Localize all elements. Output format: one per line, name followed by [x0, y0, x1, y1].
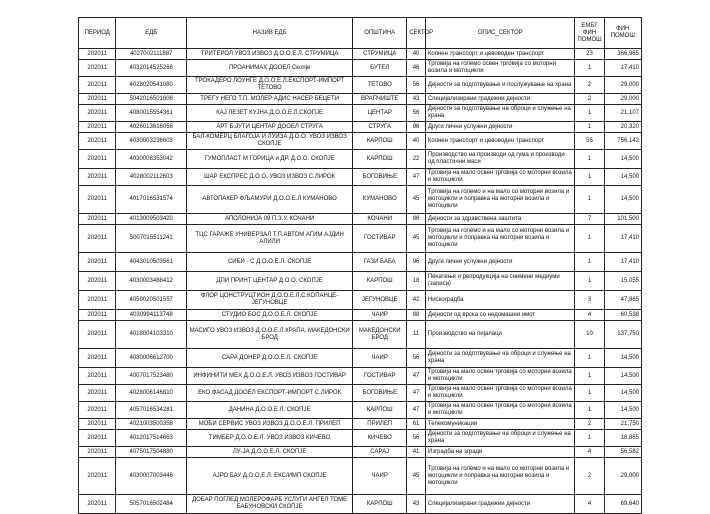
table-cell: Производство на пијалаци: [425, 321, 575, 349]
table-row: [79, 430, 642, 447]
table-cell: 202011: [79, 321, 116, 349]
table-cell: ТИМБЕР Д.О.О.Е.Л. УВОЗ ИЗВОЗ КИЧЕВО: [187, 430, 353, 447]
table-cell: ЈЕГУНОВЦЕ: [353, 291, 407, 310]
table-cell: 56: [407, 430, 426, 447]
table-cell: КАРПОШ: [353, 133, 407, 150]
table-cell: Трговија на мало освен трговија со моторни возила и мотоцикли: [425, 169, 575, 186]
table-row: [79, 272, 642, 291]
table-cell: 88: [407, 310, 426, 321]
table-cell: ГОСТИВАР: [353, 225, 407, 253]
table-cell: Копнен транспорт и цевоводен транспорт: [425, 133, 575, 150]
table-row: [79, 214, 642, 225]
table-cell: 202011: [79, 291, 116, 310]
table-cell: 4028002112603: [116, 169, 187, 186]
header-support-amount: ФИН ПОМОШ: [604, 18, 641, 49]
table-cell: КАРПОШ: [353, 272, 407, 291]
table-cell: 14,500: [604, 385, 641, 402]
table-cell: 137,750: [604, 321, 641, 349]
header-municipality: ОПШТИНА: [353, 18, 407, 49]
table-cell: Други лични услужни дејности: [425, 253, 575, 272]
table-cell: 202011: [79, 310, 116, 321]
table-cell: 43: [407, 94, 426, 105]
table-cell: ДОБАР ПОГЛЕД МОЛЕРОФАРБ УСЛУГИ АНГЕЛ ТОМЕ БАБУНОВСКИ СКОПЈЕ: [187, 495, 353, 514]
table-cell: Трговија на големо и на мало со моторни возила и мотоцикли и поправка на моторни возила и мотоцикли: [425, 225, 575, 253]
table-cell: 4: [575, 495, 604, 514]
table-cell: 202011: [79, 447, 116, 458]
table-cell: 101,500: [604, 214, 641, 225]
table-cell: ТРЕГУ НЕГО Т.П. МОЛЕР АДИС НАСЕР БЕЦЕТИ: [187, 94, 353, 105]
table-cell: 17,410: [604, 60, 641, 77]
table-cell: 1: [575, 122, 604, 133]
table-row: [79, 94, 642, 105]
table-cell: Дејности од врска со недомашни имот: [425, 310, 575, 321]
table-cell: 47: [407, 402, 426, 419]
table-cell: 1: [575, 272, 604, 291]
table-cell: 202011: [79, 419, 116, 430]
table-cell: 1: [575, 430, 604, 447]
table-cell: Дејности за подготвување на оброци и служење на храна: [425, 349, 575, 368]
table-cell: Изградба на згради: [425, 447, 575, 458]
table-cell: 29,000: [604, 77, 641, 94]
table-cell: 202011: [79, 430, 116, 447]
table-cell: 4021003500358: [116, 419, 187, 430]
document-sheet: [78, 17, 642, 514]
table-cell: САРАЈ: [353, 447, 407, 458]
table-row: [79, 349, 642, 368]
table-cell: 4: [575, 447, 604, 458]
table-cell: КУМАНОВО: [353, 186, 407, 214]
table-cell: ИНФИНИТИ МЕХ Д.О.О.Е.Л. УВОЗ ИЗВОЗ ГОСТИВАР: [187, 368, 353, 385]
table-cell: 1: [575, 368, 604, 385]
table-cell: БУТЕЛ: [353, 60, 407, 77]
table-cell: 22: [407, 150, 426, 169]
table-cell: 4059020501557: [116, 291, 187, 310]
table-cell: 40: [407, 49, 426, 60]
table-cell: 4080015554361: [116, 105, 187, 122]
table-cell: 47: [407, 169, 426, 186]
table-cell: Трговија на мало освен трговија со моторни возила и мотоцикли: [425, 402, 575, 419]
table-cell: ЧАИР: [353, 349, 407, 368]
table-cell: 86: [407, 214, 426, 225]
table-cell: 14,500: [604, 186, 641, 214]
table-cell: 14,500: [604, 169, 641, 186]
table-cell: ТЕТОВО: [353, 77, 407, 94]
table-cell: ДАНИНА Д.О.О.Е.Л. СКОПЈЕ: [187, 402, 353, 419]
table-cell: 5007015511241: [116, 225, 187, 253]
table-cell: ПРИЛЕП: [353, 419, 407, 430]
table-cell: ГОСТИВАР: [353, 368, 407, 385]
table-cell: КАРПОШ: [353, 402, 407, 419]
table-cell: 61: [407, 419, 426, 430]
table-cell: 2: [575, 419, 604, 430]
table-row: [79, 77, 642, 94]
table-cell: 1: [575, 225, 604, 253]
table-cell: 2: [575, 458, 604, 495]
table-cell: 96: [407, 253, 426, 272]
table-row: [79, 225, 642, 253]
table-cell: КОЧАНИ: [353, 214, 407, 225]
table-cell: 10: [575, 321, 604, 349]
table-cell: СИБИ - С Д.О.О.Е.Л. СКОПЈЕ: [187, 253, 353, 272]
table-cell: 4018004103310: [116, 321, 187, 349]
table-cell: БАЛ-КОМЕРЦ БЛАГОЈА И ЛУИЗА Д.О.О. УВОЗ ИЗВОЗ СКОПЈЕ: [187, 133, 353, 150]
table-cell: Телекомуникации: [425, 419, 575, 430]
table-cell: 11: [407, 321, 426, 349]
table-cell: 202011: [79, 225, 116, 253]
table-cell: Други лични услужни дејности: [425, 122, 575, 133]
table-cell: Дејности за здравствена заштита: [425, 214, 575, 225]
table-cell: ЦЕНТАР: [353, 105, 407, 122]
table-cell: ДПИ ПРИНТ ЦЕНТАР Д.О.О. СКОПЈЕ: [187, 272, 353, 291]
table-cell: МАСИГО УВОЗ ИЗВОЗ Д.О.О.Е.Л.КРАПА, МАКЕДОНСКИ БРОД: [187, 321, 353, 349]
table-cell: 202011: [79, 385, 116, 402]
table-row: [79, 133, 642, 150]
table-cell: БОГОВИЊЕ: [353, 169, 407, 186]
table-row: [79, 122, 642, 133]
table-cell: 4017016531574: [116, 186, 187, 214]
table-cell: КАРПОШ: [353, 150, 407, 169]
table-cell: 1: [575, 349, 604, 368]
table-cell: 1: [575, 150, 604, 169]
table-cell: 21,107: [604, 105, 641, 122]
table-cell: ТЦС ГАРАЖЕ УНИВЕРЗАЛ Т.П.АВТОМ АГИМ АЈДИН АЛИЛИ: [187, 225, 353, 253]
table-cell: 4026013616056: [116, 122, 187, 133]
table-cell: Специјализирани градежни дејности: [425, 495, 575, 514]
table-cell: 69,640: [604, 495, 641, 514]
table-row: [79, 186, 642, 214]
table-cell: САРА ДОНЕР Д.О.О.Е.Л. СКОПЈЕ: [187, 349, 353, 368]
table-cell: Дејности за подготвување на оброци и служење на храна: [425, 105, 575, 122]
table-cell: 202011: [79, 458, 116, 495]
table-cell: Трговија на големо освен трговија со моторни возила и мотоцикли: [425, 60, 575, 77]
table-cell: 56: [407, 105, 426, 122]
table-cell: 756,142: [604, 133, 641, 150]
table-cell: 56: [407, 349, 426, 368]
table-cell: 45: [407, 458, 426, 495]
table-row: [79, 419, 642, 430]
table-row: [79, 458, 642, 495]
table-cell: 15,055: [604, 272, 641, 291]
table-cell: 14,500: [604, 349, 641, 368]
table-cell: Производство на производи од гума и производи од пластични маси: [425, 150, 575, 169]
table-cell: 1: [575, 402, 604, 419]
table-cell: 4: [575, 310, 604, 321]
table-cell: 3: [575, 291, 604, 310]
table-cell: 4030007003446: [116, 458, 187, 495]
table-cell: ЕКО ФАСАД ДООЕЛ ЕКСПОРТ-ИМПОРТ С.ЛИРОК: [187, 385, 353, 402]
table-cell: ГУМОПЛАСТ М ГОРИЦА и ДР. Д.О.О. СКОПЈЕ: [187, 150, 353, 169]
table-cell: 14,500: [604, 150, 641, 169]
table-cell: Дејности за подготвување и послужување на храна: [425, 77, 575, 94]
table-cell: 202011: [79, 49, 116, 60]
table-cell: 60,538: [604, 310, 641, 321]
table-cell: 14,500: [604, 368, 641, 385]
table-cell: 4075017504880: [116, 447, 187, 458]
table-cell: СТРУГА: [353, 122, 407, 133]
table-cell: 4028006146810: [116, 385, 187, 402]
table-cell: ЧАИР: [353, 458, 407, 495]
table-cell: 2: [575, 77, 604, 94]
table-cell: МОБИ СЕРВИС УВОЗ ИЗВОЗ Д.О.О.Е.Л. ПРИЛЕП: [187, 419, 353, 430]
table-cell: 2: [575, 94, 604, 105]
table-cell: АВТОПАКЕР ФЉАМУРИ Д.О.О.Е.Л КУМАНОВО: [187, 186, 353, 214]
table-cell: 202011: [79, 133, 116, 150]
table-cell: 4043010503561: [116, 253, 187, 272]
table-cell: МАКЕДОНСКИ БРОД: [353, 321, 407, 349]
table-cell: 202011: [79, 150, 116, 169]
header-sector-description: ОПИС_СЕКТОР: [425, 18, 575, 49]
table-header-row: [79, 18, 642, 49]
table-cell: ЧАИР: [353, 310, 407, 321]
table-cell: 202011: [79, 214, 116, 225]
table-cell: 1: [575, 60, 604, 77]
header-name: НАЗИВ ЕДБ: [187, 18, 353, 49]
table-cell: КАЈ ЛЕЗЕТ КУЈНА Д.О.О.Е.Л.СКОПЈЕ: [187, 105, 353, 122]
table-cell: 1: [575, 169, 604, 186]
table-cell: ТРОКАДЕРО ЛОУНГЕ Д.О.О.Е.Л.ЕКСПОРТ-ИМПОРТ ТЕТОВО: [187, 77, 353, 94]
table-cell: Нискоградба: [425, 291, 575, 310]
table-cell: Копнен транспорт и цевоводен транспорт: [425, 49, 575, 60]
table-cell: 18: [407, 272, 426, 291]
table-cell: 4027002111887: [116, 49, 187, 60]
table-cell: 17,410: [604, 253, 641, 272]
table-cell: КИЧЕВО: [353, 430, 407, 447]
table-cell: 45: [407, 186, 426, 214]
table-cell: ПРОАНИМАХ ДООЕЛ Скопје: [187, 60, 353, 77]
table-cell: 45: [407, 225, 426, 253]
table-row: [79, 169, 642, 186]
table-cell: 14,500: [604, 402, 641, 419]
table-cell: Трговија на мало освен трговија со моторни возила и мотоцикли: [425, 368, 575, 385]
table-cell: 202011: [79, 253, 116, 272]
table-cell: Трговија на големо и на мало со моторни возила и мотоцикли и поправка на моторни возила и мотоцикли: [425, 458, 575, 495]
table-row: [79, 60, 642, 77]
table-cell: 17,410: [604, 225, 641, 253]
table-row: [79, 105, 642, 122]
table-cell: КАРПОШ: [353, 495, 407, 514]
table-cell: 5057016502484: [116, 495, 187, 514]
table-row: [79, 447, 642, 458]
table-cell: Специјализирани градежни дејности: [425, 94, 575, 105]
table-cell: 4030994113748: [116, 310, 187, 321]
table-cell: 23: [575, 49, 604, 60]
table-cell: 20,320: [604, 122, 641, 133]
table-cell: 4030008353042: [116, 150, 187, 169]
table-row: [79, 253, 642, 272]
table-row: [79, 495, 642, 514]
table-row: [79, 368, 642, 385]
table-cell: АЈРО БАУ Д.О.О.Е.Л. ЕКС/ИМП СКОПЈЕ: [187, 458, 353, 495]
table-cell: ШАР ЕКСПРЕС Д.О.О. УВОЗ ИЗВОЗ С.ЛИРОК: [187, 169, 353, 186]
table-cell: 47: [407, 368, 426, 385]
table-row: [79, 321, 642, 349]
table-cell: Дејности за подготвување на оброци и служење на храна: [425, 430, 575, 447]
header-period: ПЕРИОД: [79, 18, 116, 49]
table-cell: 7: [575, 214, 604, 225]
table-cell: 29,000: [604, 94, 641, 105]
table-cell: 29,000: [604, 458, 641, 495]
table-cell: 47,865: [604, 291, 641, 310]
table-cell: ГАЗИ БАБА: [353, 253, 407, 272]
table-row: [79, 49, 642, 60]
table-cell: 4057016534281: [116, 402, 187, 419]
table-cell: 21,750: [604, 419, 641, 430]
table-row: [79, 385, 642, 402]
table-cell: 202011: [79, 495, 116, 514]
table-cell: СТУДИО БОС Д.О.О.Е.Л. СКОПЈЕ: [187, 310, 353, 321]
table-cell: 4030003488412: [116, 272, 187, 291]
header-sector: СЕКТОР: [407, 18, 426, 49]
table-row: [79, 402, 642, 419]
header-edb: ЕДБ: [116, 18, 187, 49]
table-body: [79, 49, 642, 514]
table-cell: 4028020541080: [116, 77, 187, 94]
table-cell: СТРУМИЦА: [353, 49, 407, 60]
table-cell: ВРАПЧИШТЕ: [353, 94, 407, 105]
table-cell: АРТ Б.ЈУТИ ЦЕНТАР ДООЕЛ СТРУГА: [187, 122, 353, 133]
table-cell: 1: [575, 186, 604, 214]
table-cell: 1: [575, 385, 604, 402]
table-cell: ФЛОР ЦОНСТРУЦТИОН Д.О.О.Е.Л.С.КОПАНЦЕ-ЈЕГУНОВЦЕ: [187, 291, 353, 310]
table-cell: 4013009503420: [116, 214, 187, 225]
table-cell: 202011: [79, 60, 116, 77]
table-cell: 4007017523480: [116, 368, 187, 385]
table-row: [79, 310, 642, 321]
table-cell: Трговија на големо и на мало со моторни возила и мотоцикли и поправка на моторни возила и мотоцикли: [425, 186, 575, 214]
table-cell: 4012017514663: [116, 430, 187, 447]
table-cell: 202011: [79, 368, 116, 385]
table-cell: 202011: [79, 272, 116, 291]
table-cell: Печатење и репродукција на снимени медиуми (записи): [425, 272, 575, 291]
table-cell: 5042016501606: [116, 94, 187, 105]
table-cell: 202011: [79, 349, 116, 368]
table-cell: 4032014525266: [116, 60, 187, 77]
table-cell: 40: [407, 133, 426, 150]
financial-support-table: [78, 17, 642, 514]
table-cell: 202011: [79, 186, 116, 214]
table-cell: 55: [575, 133, 604, 150]
table-cell: 96: [407, 122, 426, 133]
table-cell: 18,865: [604, 430, 641, 447]
table-cell: 366,965: [604, 49, 641, 60]
table-cell: 202011: [79, 94, 116, 105]
table-cell: БОГОВИЊЕ: [353, 385, 407, 402]
table-cell: 202011: [79, 402, 116, 419]
table-cell: 56,582: [604, 447, 641, 458]
table-cell: 1: [575, 105, 604, 122]
header-employees-supported: ЕМБГ ФИН ПОМОШ: [575, 18, 604, 49]
table-cell: 202011: [79, 77, 116, 94]
table-cell: 46: [407, 60, 426, 77]
table-cell: 4030003236603: [116, 133, 187, 150]
table-cell: Трговија на мало освен трговија со моторни возила и мотоцикли: [425, 385, 575, 402]
table-cell: 43: [407, 495, 426, 514]
table-row: [79, 150, 642, 169]
table-cell: 56: [407, 77, 426, 94]
table-cell: 42: [407, 291, 426, 310]
table-cell: АПОЛОНИЈА 09 П.З.У. КОЧАНИ: [187, 214, 353, 225]
table-cell: 47: [407, 385, 426, 402]
table-row: [79, 291, 642, 310]
table-cell: ЛУ-ЈА Д.О.О.Е.Л. СКОПЈЕ: [187, 447, 353, 458]
table-cell: 202011: [79, 169, 116, 186]
table-cell: 1: [575, 253, 604, 272]
table-cell: 41: [407, 447, 426, 458]
table-cell: 4030006612700: [116, 349, 187, 368]
table-cell: ТРИТЕРОЛ УВОЗ ИЗВОЗ Д.О.О.Е.Л. СТРУМИЦА: [187, 49, 353, 60]
table-cell: 202011: [79, 105, 116, 122]
table-cell: 202011: [79, 122, 116, 133]
